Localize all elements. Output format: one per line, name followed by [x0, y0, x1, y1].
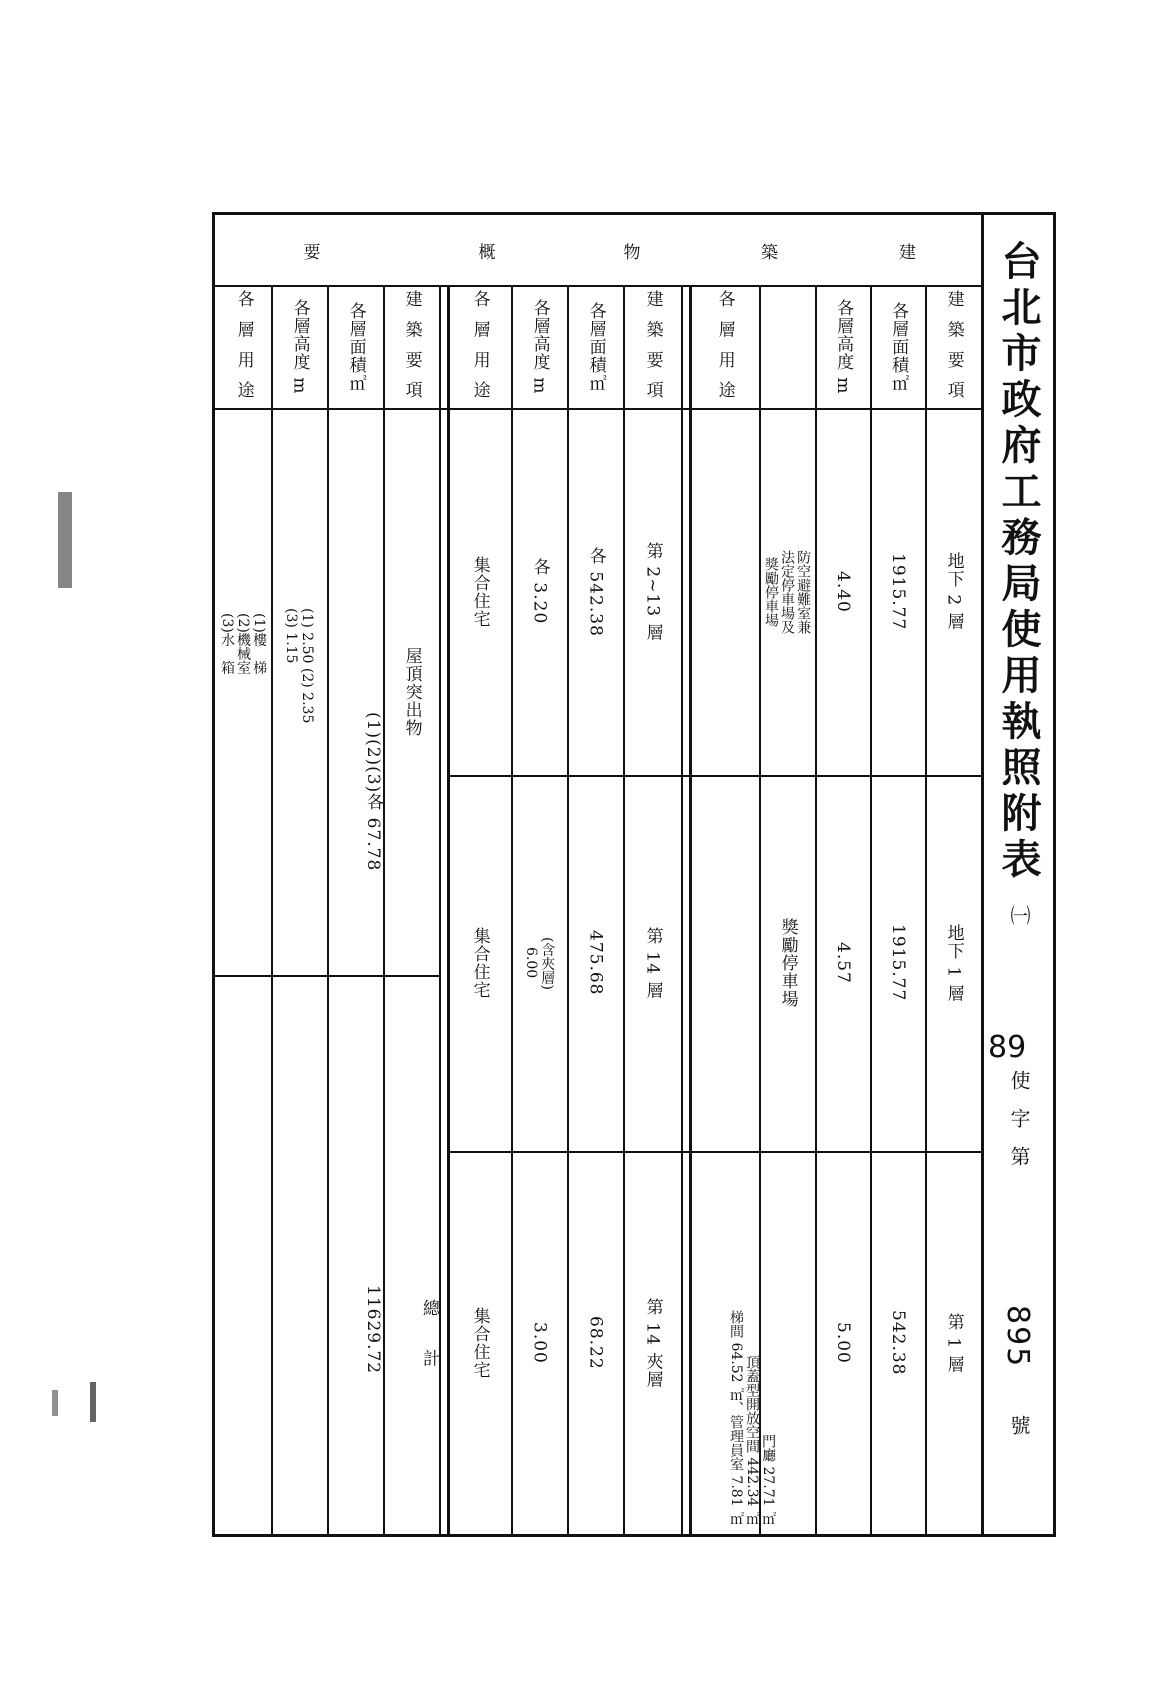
- cell-area: 各 542.38: [585, 546, 606, 637]
- scan-mark: [58, 492, 72, 588]
- cell-item: 第 14 層: [642, 926, 663, 1000]
- cell-item: 地下 1 層: [943, 923, 964, 1003]
- cell-item: 第 14 夾層: [642, 1297, 663, 1389]
- cell-area: (1)(2)(3)各 67.78: [363, 711, 383, 872]
- cell-item: 第 2~13 層: [642, 541, 663, 642]
- cell-item: 屋頂突出物: [401, 646, 422, 737]
- label-item: 建 築 要 項: [401, 290, 422, 403]
- permit-prefix: 使字第: [1007, 1070, 1031, 1184]
- form-table: [212, 212, 1056, 1537]
- label-use: 各 層 用 途: [714, 290, 735, 403]
- cell-area: 475.68: [585, 930, 606, 996]
- cell-use: 門廳 27.71 ㎡ 頂蓋型開放空間 442.34 ㎡ 梯間 64.52 ㎡、管理員室 7.81 ㎡: [727, 1309, 777, 1525]
- cell-height: 5.00: [833, 1322, 854, 1364]
- label-height: 各層高度 m: [529, 298, 550, 395]
- label-area: 各層面積㎡: [345, 301, 366, 392]
- permit-year: 89: [988, 1030, 1027, 1065]
- section-header-char: 要: [303, 242, 327, 263]
- cell-height: 4.40: [833, 570, 854, 613]
- cell-area: 68.22: [585, 1316, 606, 1370]
- scan-mark: [90, 1382, 96, 1422]
- cell-use: 集合住宅: [469, 927, 490, 999]
- label-height: 各層高度 m: [833, 298, 854, 395]
- cell-height: (1) 2.50 (2) 2.35 (3) 1.15: [283, 608, 316, 724]
- permit-suffix: 號: [1007, 1415, 1031, 1435]
- label-use: 各 層 用 途: [469, 290, 490, 403]
- cell-use: (1)樓 梯 (2)機械室 (3)水 箱: [218, 613, 268, 675]
- label-item: 建 築 要 項: [642, 290, 663, 403]
- label-use: 各 層 用 途: [233, 290, 254, 403]
- cell-use: 集合住宅: [469, 1307, 490, 1379]
- scan-mark: [52, 1390, 58, 1416]
- section-header-char: 築: [761, 242, 784, 263]
- label-height: 各層高度 m: [289, 298, 310, 395]
- label-total: 總 計: [419, 1299, 439, 1381]
- cell-height: (含夾層) 6.00: [523, 936, 556, 990]
- cell-use: 獎勵停車場: [777, 918, 798, 1008]
- cell-height: 3.00: [529, 1322, 550, 1364]
- page-title: 台北市政府工務局使用執照附表: [995, 240, 1042, 884]
- cell-area: 1915.77: [888, 552, 909, 631]
- cell-total-area: 11629.72: [363, 1285, 383, 1375]
- label-area: 各層面積㎡: [888, 301, 909, 392]
- cell-use: 防空避難室兼 法定停車場及 獎勵停車場: [762, 549, 812, 634]
- cell-item: 地下 2 層: [943, 552, 964, 631]
- title-suffix: ㈠: [1007, 905, 1031, 925]
- cell-area: 542.38: [888, 1310, 909, 1376]
- cell-height: 4.57: [833, 942, 854, 984]
- cell-item: 第 1 層: [943, 1312, 964, 1374]
- section-header-char: 物: [623, 242, 647, 263]
- cell-area: 1915.77: [888, 924, 909, 1002]
- section-header-char: 概: [478, 242, 502, 263]
- label-item: 建 築 要 項: [943, 290, 964, 403]
- label-area: 各層面積㎡: [585, 301, 606, 392]
- section-header-char: 建: [899, 242, 922, 263]
- cell-use: 集合住宅: [469, 555, 490, 628]
- cell-height: 各 3.20: [529, 558, 550, 625]
- permit-number: 895: [1000, 1305, 1035, 1369]
